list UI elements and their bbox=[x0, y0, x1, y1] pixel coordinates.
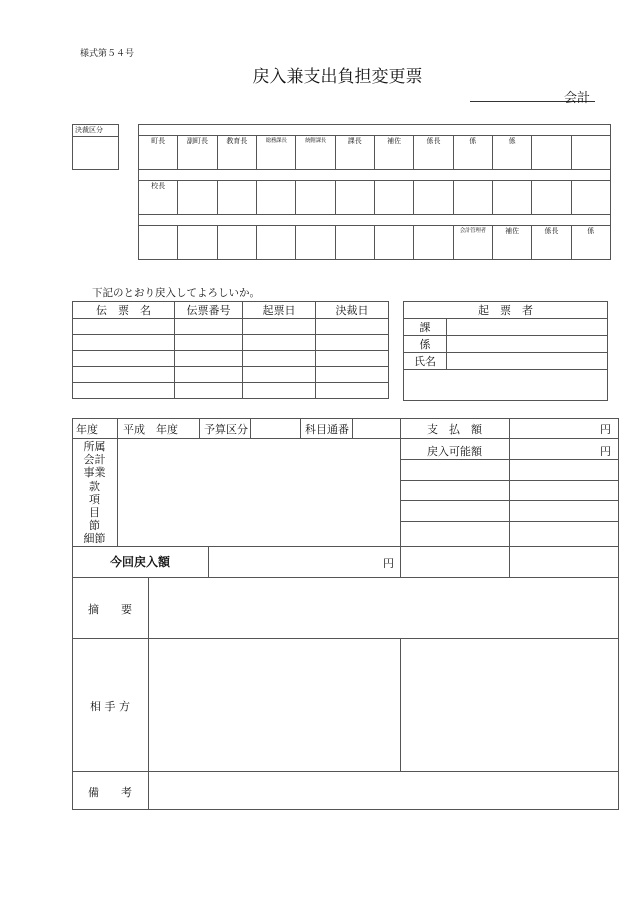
approval-cell[interactable] bbox=[217, 181, 256, 215]
tekiyo-field[interactable] bbox=[149, 578, 618, 637]
denpyo-cell[interactable] bbox=[243, 367, 316, 383]
kessai-label: 決裁区分 bbox=[73, 125, 118, 137]
denpyo-header: 伝 票 名 bbox=[73, 302, 175, 319]
denpyo-header: 起票日 bbox=[243, 302, 316, 319]
kihyo-label-ka: 課 bbox=[404, 319, 447, 336]
aite-field[interactable] bbox=[149, 639, 399, 770]
denpyo-cell[interactable] bbox=[175, 367, 243, 383]
category-label: 細節 bbox=[83, 532, 106, 546]
denpyo-cell[interactable] bbox=[316, 335, 389, 351]
approval-cell[interactable] bbox=[571, 136, 610, 170]
approval-cell[interactable]: 課長 bbox=[335, 136, 374, 170]
reinyu-kano-label: 戻入可能額 bbox=[427, 445, 482, 458]
approval-cell[interactable] bbox=[296, 181, 335, 215]
denpyo-cell[interactable] bbox=[73, 335, 175, 351]
category-label: 節 bbox=[89, 519, 100, 533]
approval-cell[interactable]: 統轄課長 bbox=[296, 136, 335, 170]
yosan-field[interactable] bbox=[251, 419, 299, 438]
divider bbox=[300, 418, 301, 439]
approval-cell[interactable] bbox=[256, 181, 295, 215]
tekiyo-label: 摘 要 bbox=[88, 603, 132, 616]
denpyo-table bbox=[72, 301, 389, 399]
approval-grid bbox=[138, 124, 611, 260]
category-label: 会計 bbox=[83, 453, 106, 467]
shiharai-label: 支 払 額 bbox=[427, 423, 482, 436]
aite-label: 相 手 方 bbox=[90, 700, 130, 713]
approval-cell[interactable]: 係 bbox=[492, 136, 531, 170]
approval-cell[interactable]: 副町長 bbox=[178, 136, 217, 170]
approval-cell[interactable] bbox=[414, 181, 453, 215]
approval-cell[interactable]: 教育長 bbox=[217, 136, 256, 170]
approval-cell[interactable]: 係 bbox=[571, 226, 610, 260]
approval-cell[interactable] bbox=[256, 226, 295, 260]
approval-cell[interactable] bbox=[414, 226, 453, 260]
kaikei-label: 会計 bbox=[564, 91, 591, 106]
approval-cell[interactable]: 係 bbox=[453, 136, 492, 170]
divider bbox=[400, 500, 619, 501]
kessai-box[interactable] bbox=[72, 124, 119, 170]
approval-cell[interactable] bbox=[374, 226, 413, 260]
biko-field[interactable] bbox=[149, 772, 618, 809]
divider bbox=[199, 418, 200, 439]
approval-cell[interactable] bbox=[453, 181, 492, 215]
denpyo-cell[interactable] bbox=[175, 383, 243, 399]
denpyo-cell[interactable] bbox=[175, 319, 243, 335]
approval-cell[interactable] bbox=[335, 181, 374, 215]
denpyo-cell[interactable] bbox=[73, 351, 175, 367]
denpyo-header: 伝票番号 bbox=[175, 302, 243, 319]
approval-header-row bbox=[139, 125, 611, 136]
approval-spacer-row bbox=[139, 215, 611, 226]
konkai-amount-field[interactable] bbox=[209, 547, 379, 576]
intro-text: 下記のとおり戻入してよろしいか。 bbox=[92, 287, 260, 299]
category-label: 事業 bbox=[83, 466, 106, 480]
kihyo-shimei-field[interactable] bbox=[447, 353, 608, 370]
denpyo-cell[interactable] bbox=[316, 367, 389, 383]
denpyo-cell[interactable] bbox=[316, 319, 389, 335]
divider bbox=[400, 480, 619, 481]
category-label: 所属 bbox=[83, 440, 106, 453]
category-label: 項 bbox=[89, 492, 100, 506]
approval-cell[interactable] bbox=[335, 226, 374, 260]
approval-cell[interactable]: 校長 bbox=[139, 181, 178, 215]
denpyo-cell[interactable] bbox=[73, 367, 175, 383]
approval-cell[interactable]: 補佐 bbox=[492, 226, 531, 260]
reinyu-kano-yen: 円 bbox=[600, 445, 611, 458]
denpyo-cell[interactable] bbox=[73, 319, 175, 335]
konkai-label: 今回戻入額 bbox=[109, 555, 170, 569]
approval-cell[interactable] bbox=[492, 181, 531, 215]
kamoku-label: 科目通番 bbox=[305, 423, 349, 436]
category-label: 目 bbox=[89, 506, 100, 520]
approval-cell[interactable] bbox=[532, 136, 571, 170]
kihyo-kakari-field[interactable] bbox=[447, 336, 608, 353]
approval-cell[interactable] bbox=[374, 181, 413, 215]
approval-cell[interactable] bbox=[217, 226, 256, 260]
approval-cell[interactable]: 係長 bbox=[532, 226, 571, 260]
kihyo-header: 起 票 者 bbox=[404, 302, 608, 319]
kihyo-label-shimei: 氏名 bbox=[404, 353, 447, 370]
biko-label: 備 考 bbox=[88, 786, 132, 799]
denpyo-cell[interactable] bbox=[175, 335, 243, 351]
aite-extra-field[interactable] bbox=[401, 639, 618, 770]
konkai-yen: 円 bbox=[383, 557, 394, 570]
denpyo-cell[interactable] bbox=[316, 383, 389, 399]
kihyo-label-kakari: 係 bbox=[404, 336, 447, 353]
denpyo-cell[interactable] bbox=[243, 335, 316, 351]
category-list bbox=[72, 440, 117, 546]
kihyo-table bbox=[403, 301, 608, 401]
shiharai-yen: 円 bbox=[600, 423, 611, 436]
approval-cell[interactable]: 会計管理者 bbox=[453, 226, 492, 260]
approval-cell[interactable]: 係長 bbox=[414, 136, 453, 170]
approval-cell[interactable] bbox=[571, 181, 610, 215]
approval-cell[interactable] bbox=[178, 226, 217, 260]
nendo-label: 年度 bbox=[76, 423, 98, 436]
denpyo-cell[interactable] bbox=[73, 383, 175, 399]
denpyo-cell[interactable] bbox=[316, 351, 389, 367]
divider bbox=[400, 418, 401, 577]
page-title: 戻入兼支出負担変更票 bbox=[252, 67, 423, 87]
divider bbox=[117, 418, 118, 439]
approval-cell[interactable] bbox=[296, 226, 335, 260]
denpyo-cell[interactable] bbox=[243, 383, 316, 399]
category-field[interactable] bbox=[118, 440, 399, 545]
reinyu-kano-field[interactable] bbox=[510, 440, 618, 458]
approval-cell[interactable]: 補佐 bbox=[374, 136, 413, 170]
approval-spacer-row bbox=[139, 170, 611, 181]
approval-cell[interactable]: 町長 bbox=[139, 136, 178, 170]
yosan-label: 予算区分 bbox=[204, 423, 248, 436]
category-label: 款 bbox=[89, 479, 100, 493]
approval-cell[interactable]: 総務課長 bbox=[256, 136, 295, 170]
form-number: 様式第５４号 bbox=[80, 49, 135, 59]
approval-cell[interactable] bbox=[532, 181, 571, 215]
kihyo-extra-area[interactable] bbox=[404, 370, 608, 401]
approval-cell[interactable] bbox=[178, 181, 217, 215]
denpyo-header: 決裁日 bbox=[316, 302, 389, 319]
divider bbox=[400, 459, 619, 460]
approval-cell[interactable] bbox=[139, 226, 178, 260]
denpyo-cell[interactable] bbox=[243, 351, 316, 367]
denpyo-cell[interactable] bbox=[175, 351, 243, 367]
heisei-nendo[interactable]: 平成 年度 bbox=[123, 423, 178, 436]
kamoku-field[interactable] bbox=[353, 419, 399, 438]
kihyo-ka-field[interactable] bbox=[447, 319, 608, 336]
denpyo-cell[interactable] bbox=[243, 319, 316, 335]
divider bbox=[400, 521, 619, 522]
